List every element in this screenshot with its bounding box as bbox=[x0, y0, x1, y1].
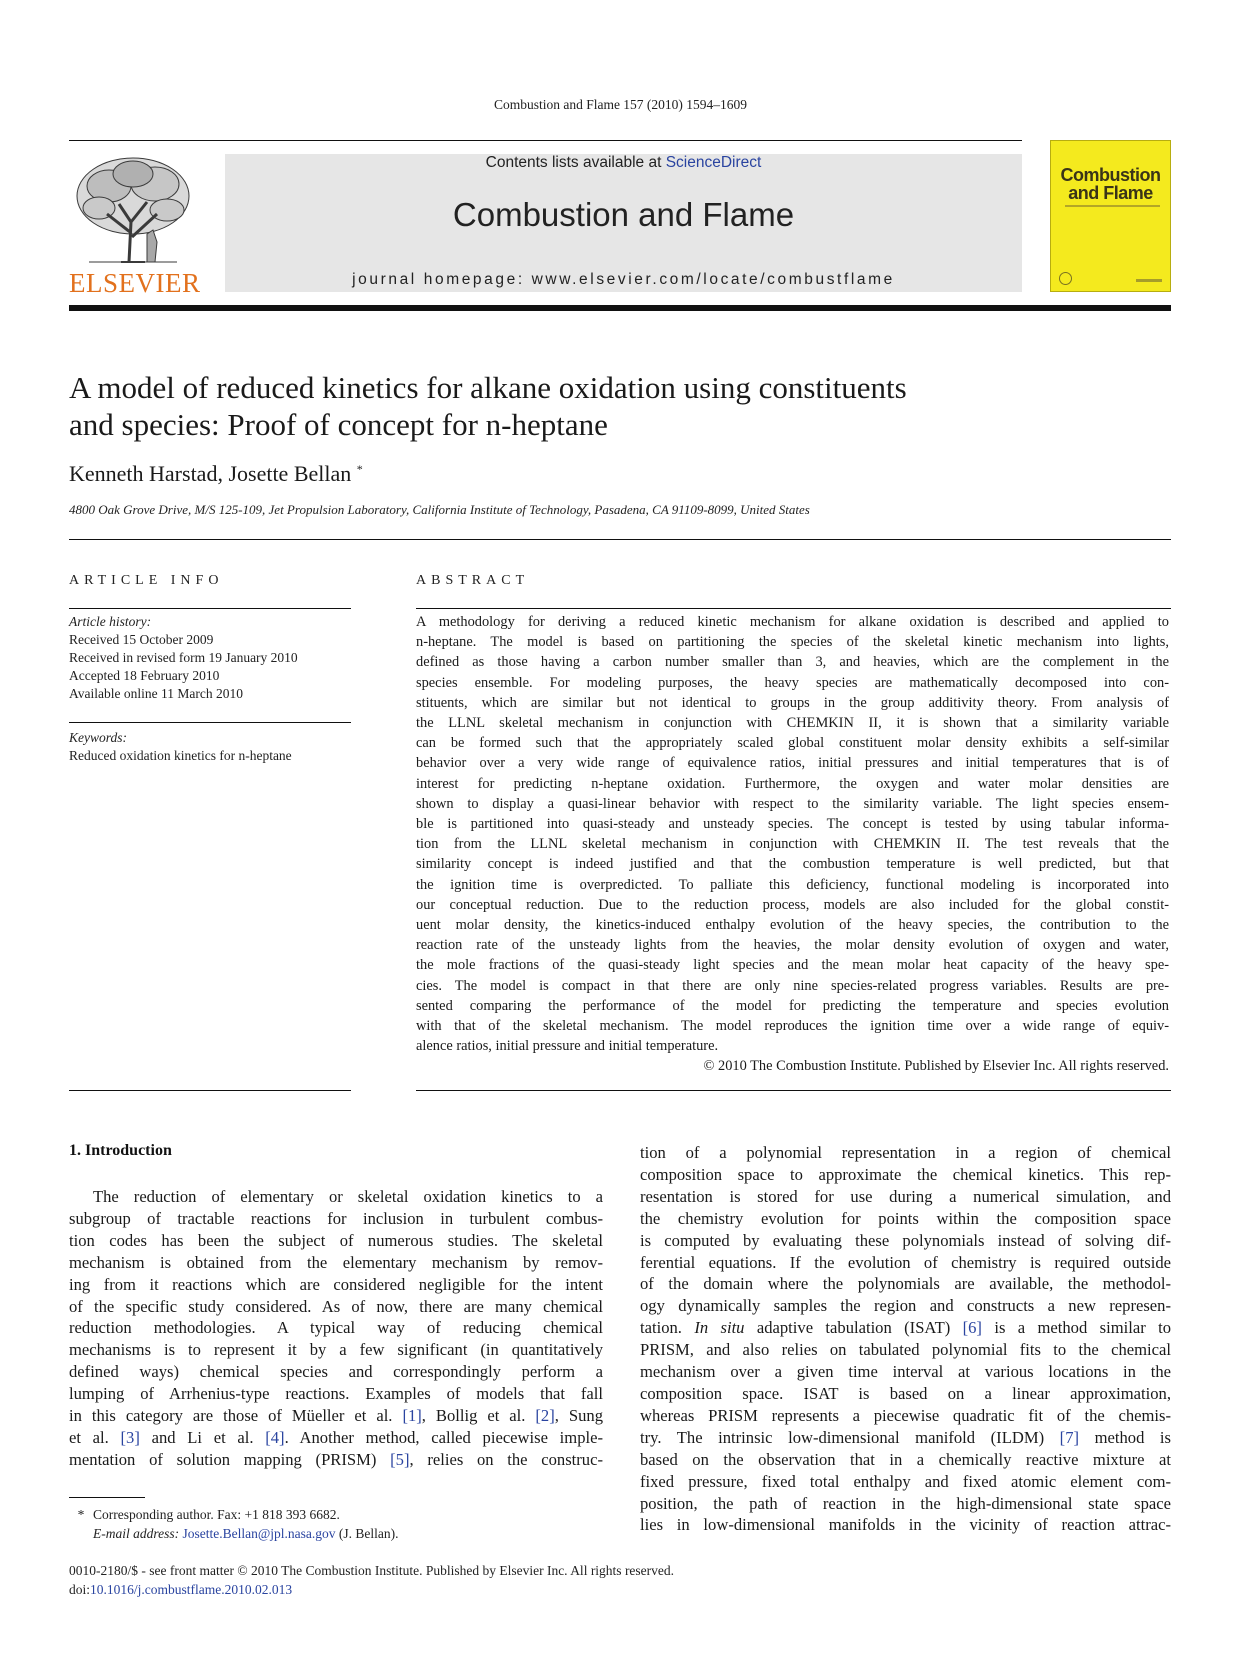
footnote bbox=[69, 1505, 399, 1543]
history-online: Available online 11 March 2010 bbox=[69, 686, 243, 701]
abstract-line: our conceptual reduction. Due to the reduction process, models are also included for the global constit- bbox=[416, 896, 1169, 913]
history-revised: Received in revised form 19 January 2010 bbox=[69, 650, 298, 665]
journal-name: Combustion and Flame bbox=[452, 196, 795, 233]
intro-text-line: composition space. ISAT is based on a linear approximation, bbox=[640, 1383, 1171, 1403]
abstract-text bbox=[416, 612, 1169, 1056]
intro-text-line: based on the observation that in a chemically reactive mixture at bbox=[640, 1449, 1171, 1469]
citation-link[interactable]: [7] bbox=[1059, 1427, 1080, 1447]
contents-available bbox=[225, 154, 1022, 172]
intro-text-line: mechanism is obtained from the elementary mechanism by remov- bbox=[69, 1252, 603, 1272]
email-suffix: (J. Bellan). bbox=[338, 1526, 399, 1541]
author-list bbox=[69, 461, 363, 487]
abstract-line: the LLNL skeletal mechanism in conjunction with CHEMKIN II, it is shown that a similarity variable bbox=[416, 715, 1169, 732]
cover-title: Combustion and Flame bbox=[1060, 165, 1161, 203]
intro-text-line: mentation of solution mapping (PRISM) [5], relies on the construc- bbox=[69, 1449, 603, 1469]
intro-text-line: lies in low-dimensional manifolds in the vicinity of reaction attrac- bbox=[640, 1515, 1171, 1535]
abstract-copyright: © 2010 The Combustion Institute. Published by Elsevier Inc. All rights reserved. bbox=[703, 1058, 1169, 1074]
intro-text-line: in this category are those of Müeller et al. [1], Bollig et al. [2], Sung bbox=[69, 1406, 603, 1426]
citation-link[interactable]: [2] bbox=[535, 1406, 555, 1426]
article-title bbox=[69, 369, 1169, 443]
elsevier-wordmark: ELSEVIER bbox=[69, 268, 201, 298]
journal-homepage[interactable]: journal homepage: www.elsevier.com/locate/combustflame bbox=[352, 271, 895, 288]
abstract-line: the mole fractions of the quasi-steady light species and the mean molar heat capacity of the heavy spe- bbox=[416, 957, 1169, 974]
top-rule bbox=[69, 140, 1022, 141]
footnote-mark: * bbox=[77, 1507, 85, 1522]
intro-text-line: defined ways) chemical species and correspondingly perform a bbox=[69, 1362, 603, 1382]
intro-heading: 1. Introduction bbox=[69, 1142, 172, 1159]
intro-text-line: ing from it reactions which are considered negligible for the intent bbox=[69, 1274, 603, 1294]
abstract-line: defined as those having a carbon number smaller than 3, and heavies, which are the complement in the bbox=[416, 654, 1169, 671]
intro-text-line: is computed by evaluating these polynomials instead of solving dif- bbox=[640, 1230, 1171, 1250]
citation-link[interactable]: [1] bbox=[402, 1406, 422, 1426]
keyword-item: Reduced oxidation kinetics for n-heptane bbox=[69, 748, 292, 763]
abstract-line: the ignition time is overpredicted. To palliate this deficiency, functional modeling is incorporated into bbox=[416, 876, 1169, 893]
abstract-line: uent molar density, the kinetics-induced enthalpy evolution of the heavy species, the contribution to the bbox=[416, 917, 1169, 934]
abstract-line: with that of the skeletal mechanism. The model reproduces the ignition time over a wide range of equiv- bbox=[416, 1018, 1169, 1035]
sciencedirect-link[interactable]: ScienceDirect bbox=[665, 154, 762, 171]
abstract-line: shown to display a quasi-linear behavior with respect to the similarity variable. The light species ensem- bbox=[416, 795, 1169, 812]
abstract-line: reaction rate of the unsteady lights from the heavies, the molar density evolution of oxygen and water, bbox=[416, 937, 1169, 954]
elsevier-tree-logo bbox=[69, 152, 197, 268]
front-matter bbox=[69, 1561, 674, 1599]
footnote-rule bbox=[69, 1497, 145, 1498]
abstract-line: alence ratios, initial pressure and initial temperature. bbox=[416, 1038, 719, 1055]
abstract-line: species ensemble. For modeling purposes, the heavy species are mathematically decomposed into con- bbox=[416, 674, 1169, 691]
intro-text-line: ogy dynamically samples the region and constructs a new represen- bbox=[640, 1296, 1171, 1316]
intro-text-line: tation. In situ adaptive tabulation (ISAT) [6] is a method similar to bbox=[640, 1318, 1171, 1338]
abstract-line: A methodology for deriving a reduced kinetic mechanism for alkane oxidation is described and applied to bbox=[416, 614, 1169, 630]
abstract-line: tion from the LLNL skeletal mechanism in conjunction with CHEMKIN II. The test reveals that the bbox=[416, 836, 1169, 853]
abstract-line: sented comparing the performance of the model for predicting the temperature and species evolution bbox=[416, 997, 1169, 1014]
keywords-label: Keywords: bbox=[69, 730, 127, 745]
abstract-line: cies. The model is compact in that there are only nine species-related progress variables. Results are pre- bbox=[416, 977, 1169, 994]
abstract-line: similarity concept is indeed justified and that the combustion temperature is well predicted, but that bbox=[416, 856, 1169, 873]
affiliation: 4800 Oak Grove Drive, M/S 125-109, Jet Propulsion Laboratory, California Institute of Technology, Pasadena, CA 91109-8099, United States bbox=[69, 502, 810, 517]
citation-link[interactable]: [6] bbox=[962, 1318, 982, 1338]
title-line-2: and species: Proof of concept for n-heptane bbox=[69, 407, 608, 442]
keywords-block bbox=[69, 729, 351, 765]
cover-seal-icon bbox=[1059, 272, 1072, 285]
history-label: Article history: bbox=[69, 614, 152, 629]
intro-text-line: subgroup of tractable reactions for inclusion in turbulent combus- bbox=[69, 1208, 603, 1228]
intro-text-line: PRISM, and also relies on tabulated polynomial fits to the chemical bbox=[640, 1340, 1171, 1360]
article-history bbox=[69, 613, 351, 703]
cover-publisher-mark bbox=[1136, 279, 1162, 282]
intro-text-line: try. The intrinsic low-dimensional manifold (ILDM) [7] method is bbox=[640, 1427, 1172, 1447]
intro-text-line: mechanisms is to represent it by a few significant (in quantitatively bbox=[69, 1340, 603, 1360]
intro-text-line: of the domain where the polynomials are available, the methodol- bbox=[640, 1274, 1171, 1294]
contents-prefix: Contents lists available at bbox=[485, 154, 666, 171]
intro-text-line: position, the path of reaction in the high-dimensional state space bbox=[640, 1493, 1171, 1513]
article-info-bottom-rule bbox=[69, 1090, 351, 1091]
running-head: Combustion and Flame 157 (2010) 1594–1609 bbox=[493, 97, 748, 112]
intro-text-line: of the specific study considered. As of now, there are many chemical bbox=[69, 1296, 603, 1316]
email-label: E-mail address: bbox=[93, 1526, 180, 1541]
email-link[interactable]: Josette.Bellan@jpl.nasa.gov bbox=[182, 1526, 336, 1541]
abstract-line: behavior over a very wide range of equivalence ratios, initial pressures and initial temperatures that is of bbox=[416, 755, 1169, 772]
citation-link[interactable]: [4] bbox=[265, 1427, 285, 1447]
history-accepted: Accepted 18 February 2010 bbox=[69, 668, 220, 683]
abstract-heading: ABSTRACT bbox=[416, 573, 530, 588]
intro-left-column bbox=[69, 1186, 603, 1471]
article-info-rule bbox=[69, 608, 351, 609]
abstract-bottom-rule bbox=[416, 1090, 1171, 1091]
journal-cover-thumbnail bbox=[1050, 140, 1171, 292]
corresponding-author-note: Corresponding author. Fax: +1 818 393 6682. bbox=[93, 1507, 340, 1522]
intro-text-line: resentation is stored for use during a numerical simulation, and bbox=[640, 1186, 1171, 1206]
cover-subtitle-line bbox=[1065, 205, 1160, 207]
affiliation-rule bbox=[69, 539, 1171, 540]
doi-prefix: doi: bbox=[69, 1582, 91, 1597]
intro-text-line: ferential equations. If the evolution of chemistry is required outside bbox=[640, 1252, 1171, 1272]
citation-link[interactable]: [5] bbox=[390, 1449, 410, 1469]
intro-text-line: tion codes has been the subject of numerous studies. The skeletal bbox=[69, 1230, 603, 1250]
intro-text-line: The reduction of elementary or skeletal oxidation kinetics to a bbox=[93, 1187, 603, 1206]
abstract-line: n-heptane. The model is based on partitioning the species of the skeletal kinetic mechanism into lights, bbox=[416, 634, 1169, 651]
abstract-line: interest for predicting n-heptane oxidation. Furthermore, the oxygen and water molar densities are bbox=[416, 775, 1169, 792]
authors: Kenneth Harstad, Josette Bellan bbox=[69, 461, 352, 486]
intro-text-line: the chemistry evolution for points within the composition space bbox=[640, 1208, 1171, 1228]
doi-link[interactable]: 10.1016/j.combustflame.2010.02.013 bbox=[90, 1582, 293, 1597]
intro-right-column bbox=[640, 1142, 1171, 1536]
intro-text-line: whereas PRISM represents a piecewise quadratic fit of the chemis- bbox=[640, 1405, 1171, 1425]
citation-link[interactable]: [3] bbox=[120, 1427, 140, 1447]
corresponding-mark[interactable]: * bbox=[356, 462, 363, 476]
intro-text-line: lumping of Arrhenius-type reactions. Examples of models that fall bbox=[69, 1384, 603, 1404]
intro-text-line: mechanism over a given time interval at various locations in the bbox=[640, 1362, 1171, 1382]
intro-text-line: fixed pressure, fixed total enthalpy and fixed atomic element com- bbox=[640, 1471, 1171, 1491]
abstract-line: ble is partitioned into quasi-steady and unsteady species. The concept is tested by using tabular informa- bbox=[416, 816, 1169, 833]
intro-text-line: reduction methodologies. A typical way of reducing chemical bbox=[69, 1318, 603, 1338]
article-info-heading: ARTICLE INFO bbox=[69, 573, 224, 588]
title-line-1: A model of reduced kinetics for alkane oxidation using constituents bbox=[69, 370, 907, 405]
intro-text-line: et al. [3] and Li et al. [4]. Another method, called piecewise imple- bbox=[69, 1427, 603, 1447]
intro-text-line: tion of a polynomial representation in a region of chemical bbox=[640, 1143, 1171, 1162]
history-received: Received 15 October 2009 bbox=[69, 632, 214, 647]
abstract-line: can be formed such that the appropriately scaled global constituent molar density exhibits a self-similar bbox=[416, 735, 1169, 752]
abstract-line: stituents, which are similar but not identical to groups in the group additivity theory. From analysis of bbox=[416, 694, 1169, 711]
abstract-rule bbox=[416, 608, 1171, 609]
thick-header-rule bbox=[69, 305, 1171, 311]
issn-line: 0010-2180/$ - see front matter © 2010 The Combustion Institute. Published by Elsevier Inc. All rights reserved. bbox=[69, 1563, 675, 1578]
keywords-rule bbox=[69, 722, 351, 723]
intro-text-line: composition space to approximate the chemical kinetics. This rep- bbox=[640, 1164, 1171, 1184]
